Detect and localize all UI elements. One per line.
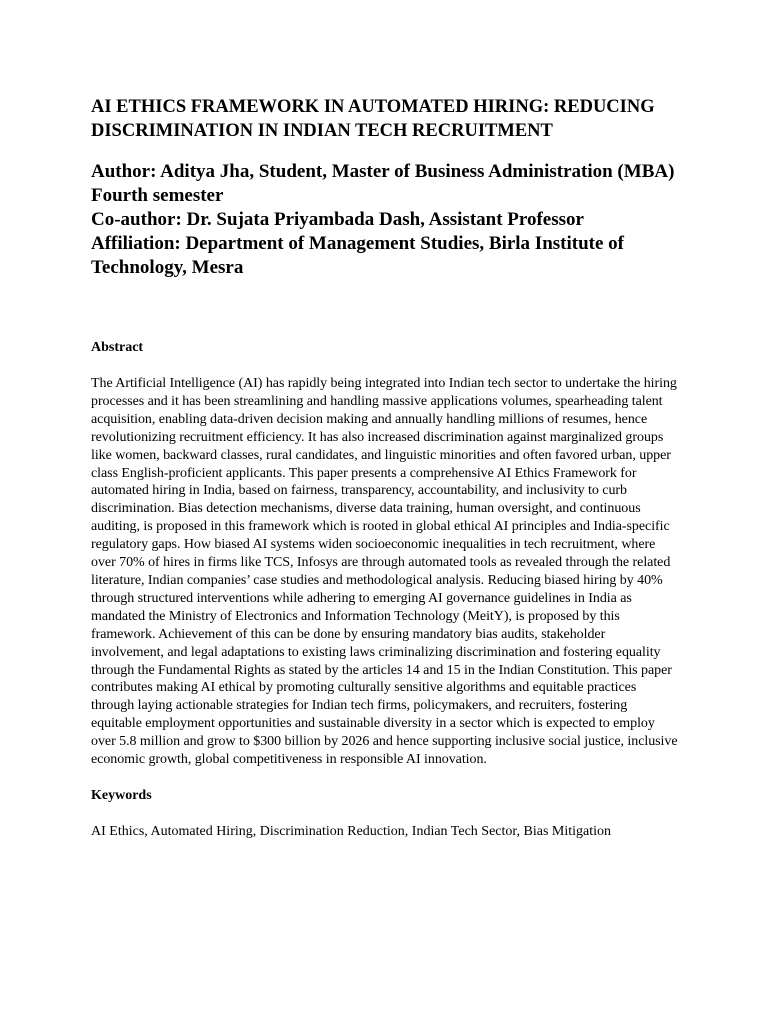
paper-title: AI ETHICS FRAMEWORK IN AUTOMATED HIRING: REDUCING DISCRIMINATION IN INDIAN TECH RECRUITMENT xyxy=(91,97,655,141)
paper-page xyxy=(91,96,681,841)
author-block xyxy=(91,160,681,280)
author-line: Author: Aditya Jha, Student, Master of Business Administration (MBA) Fourth semester xyxy=(91,161,675,206)
affiliation-line: Affiliation: Department of Management Studies, Birla Institute of Technology, Mesra xyxy=(91,233,625,278)
abstract-heading: Abstract xyxy=(91,340,144,355)
abstract-text: The Artificial Intelligence (AI) has rapidly being integrated into Indian tech sector to undertake the hiring processes and it has been streamlining and handling massive applications volumes, spearheading talent acquisition, enabling data-driven decision making and annually handling millions of resumes, hence revolutionizing recruitment efficiency. It has also increased discrimination against marginalized groups like women, backward classes, rural candidates, and linguistic minorities and often favored urban, upper class English-proficient applicants. This paper presents a comprehensive AI Ethics Framework for automated hiring in India, based on fairness, transparency, accountability, and inclusivity to curb discrimination. Bias detection mechanisms, diverse data training, human oversight, and continuous auditing, is proposed in this framework which is rooted in global ethical AI principles and India-specific regulatory gaps. How biased AI systems widen socioeconomic inequalities in tech recruitment, where over 70% of hires in firms like TCS, Infosys are through automated tools as revealed through the related literature, Indian companies’ case studies and methodological analysis. Reducing biased hiring by 40% through structured interventions while adhering to emerging AI governance guidelines in India as mandated the Ministry of Electronics and Information Technology (MeitY), is proposed by this framework. Achievement of this can be done by ensuring mandatory bias audits, stakeholder involvement, and legal adaptations to existing laws criminalizing discrimination and fostering equality through the Fundamental Rights as stated by the articles 14 and 15 in the Indian Constitution. This paper contributes making AI ethical by promoting culturally sensitive algorithms and equitable practices through laying actionable strategies for Indian tech firms, policymakers, and recruiters, fostering equitable employment opportunities and sustainable diversity in a sector which is expected to employ over 5.8 million and grow to $300 billion by 2026 and hence supporting inclusive social justice, inclusive economic growth, global competitiveness in responsible AI innovation. xyxy=(91,376,678,768)
keywords-text: AI Ethics, Automated Hiring, Discrimination Reduction, Indian Tech Sector, Bias Mitigation xyxy=(91,823,612,839)
coauthor-line: Co-author: Dr. Sujata Priyambada Dash, Assistant Professor xyxy=(91,209,584,230)
keywords-heading: Keywords xyxy=(91,787,152,803)
